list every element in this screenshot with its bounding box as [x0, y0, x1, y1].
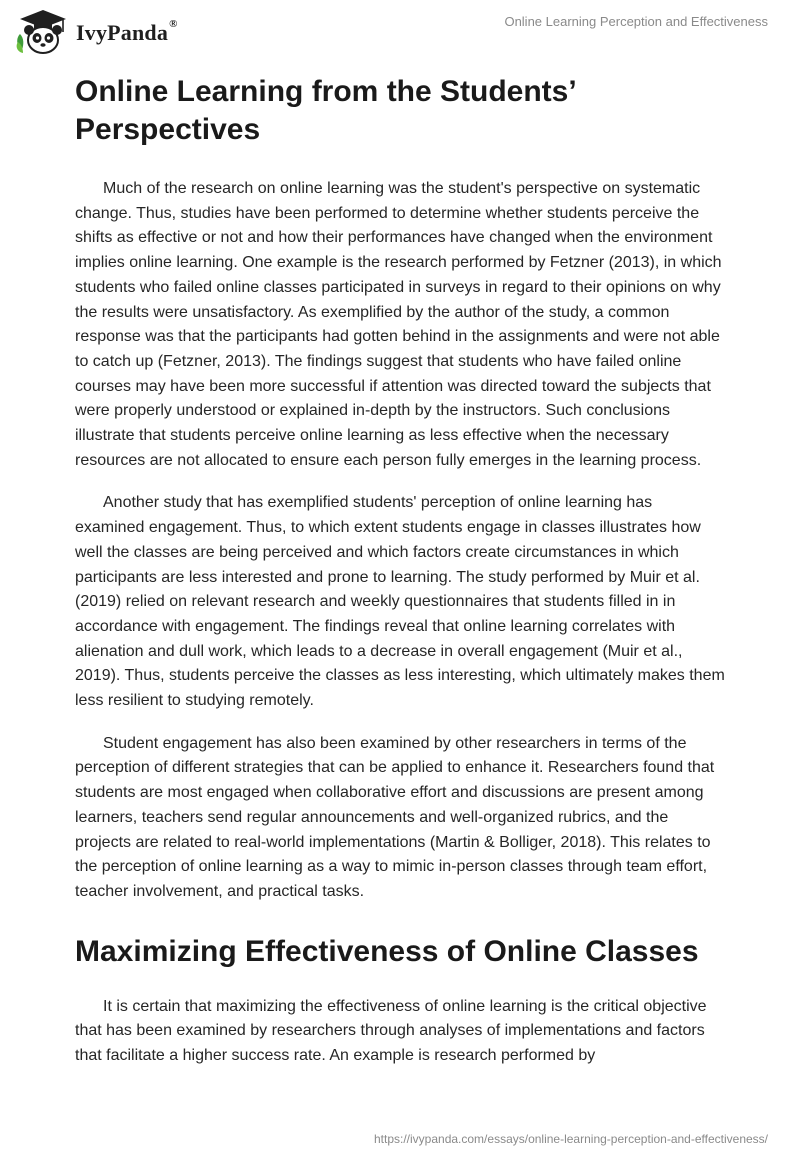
paragraph: Student engagement has also been examined by other researchers in terms of the perception of different strategies that can be applied to enhance it. Researchers found that students are most engaged when collaborative effort and discussions are present among learners, teachers send regular announcements and well-organized rubrics, and the projects are related to real-world implementations (Martin & Bolliger, 2018). This relates to the perception of online learning as a way to mimic in-person classes through team effort, teacher involvement, and practical tasks.: [75, 734, 715, 900]
section-heading: Online Learning from the Students’ Perspectives: [75, 75, 576, 146]
source-url[interactable]: https://ivypanda.com/essays/online-learning-perception-and-effectiveness/: [374, 1132, 768, 1146]
ivypanda-logo[interactable]: [14, 8, 178, 56]
paragraph: Much of the research on online learning was the student's perspective on systematic change. Thus, studies have been performed to determine whether students perceive the shifts as effective or not and how their performances have changed when the environment implies online learning. One example is the research performed by Fetzner (2013), in which students who failed online classes participated in surveys in regard to their opinions on why the results were unsatisfactory. As exemplified by the author of the study, a common response was that the participants had gotten behind in the assignments and were not able to catch up (Fetzner, 2013). The findings suggest that students who have failed online courses may have been more successful if attention was directed toward the subjects that were properly understood or explained in-depth by the instructors. Such conclusions illustrate that students perceive online learning as less effective when the necessary resources are not allocated to ensure each person fully emerges in the learning process.: [75, 180, 722, 469]
section-heading: Maximizing Effectiveness of Online Classes: [75, 934, 699, 968]
essay-body: [75, 73, 725, 1087]
panda-graduate-icon: [14, 8, 72, 56]
registered-mark: ®: [169, 18, 178, 30]
paragraph: It is certain that maximizing the effectiveness of online learning is the critical objective that has been examined by researchers through analyses of implementations and factors that facilitate a higher success rate. An example is research performed by: [75, 997, 707, 1065]
page-header: [0, 0, 800, 60]
brand-name: IvyPanda®: [76, 18, 178, 45]
paragraph: Another study that has exemplified students' perception of online learning has examined engagement. Thus, to which extent students engage in classes illustrates how well the classes are being perceived and which factors create circumstances in which participants are less interested and prone to learning. The study performed by Muir et al. (2019) relied on relevant research and weekly questionnaires that students filled in in accordance with engagement. The findings reveal that online learning correlates with alienation and dull work, which leads to a decrease in overall engagement (Muir et al., 2019). Thus, students perceive the classes as less interesting, which ultimately makes them less resilient to studying remotely.: [75, 494, 725, 710]
document-title: Online Learning Perception and Effectiveness: [504, 14, 768, 29]
